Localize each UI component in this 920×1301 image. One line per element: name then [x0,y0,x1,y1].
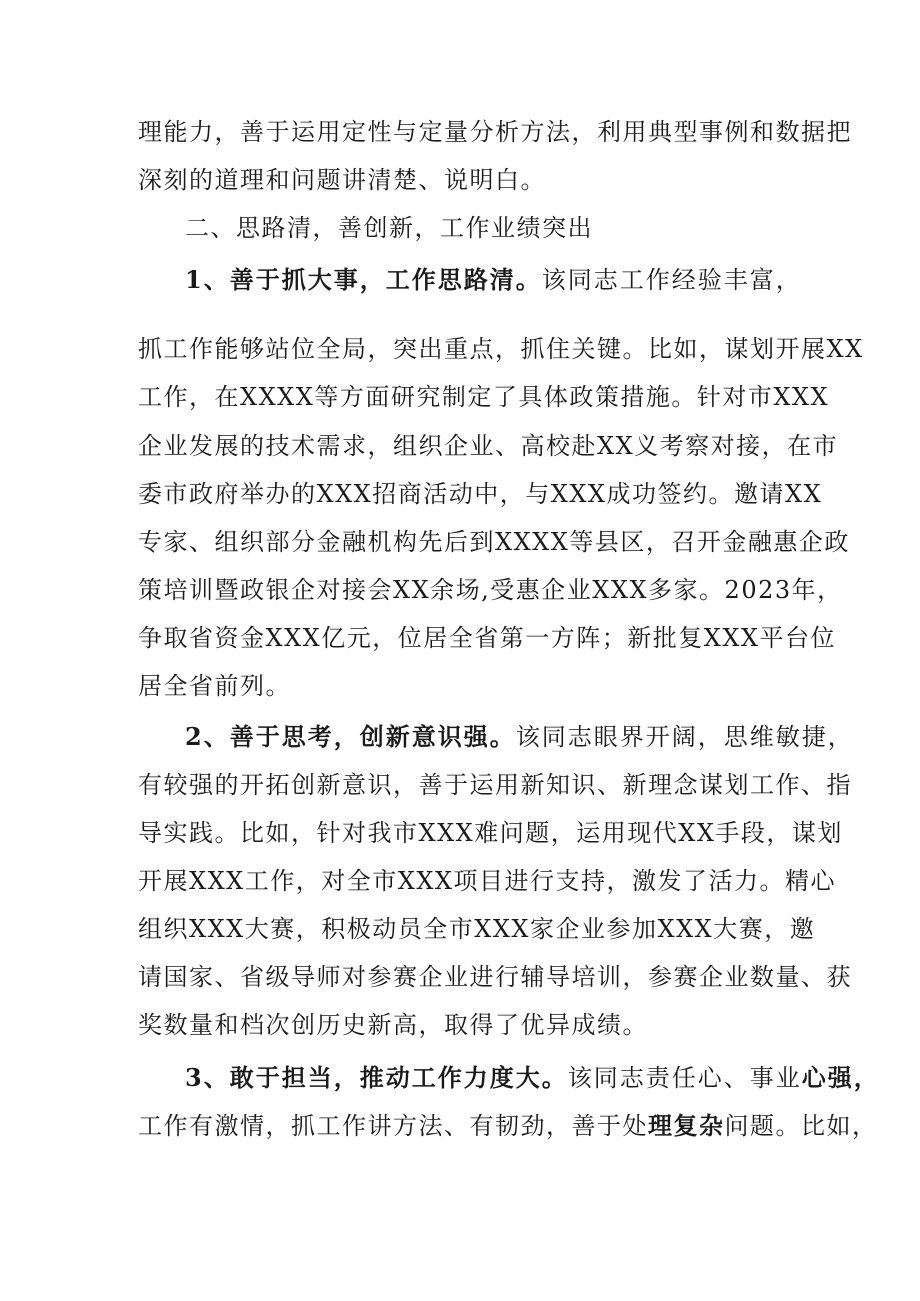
line-text: 工作有激情，抓工作讲方法、有韧劲，善于处 [138,1112,648,1140]
body-line [138,163,798,197]
body-line [138,1109,878,1143]
body-line [138,912,816,946]
inline-bold-text: 理复杂 [648,1111,725,1140]
section-heading-text: 二、思路清，善创新，工作业绩突出 [185,214,593,242]
line-text: 奖数量和档次创历史新高，取得了优异成绩。 [138,1011,648,1039]
body-line [138,816,843,850]
line-text: 居全省前列。 [138,672,291,700]
body-line [138,573,843,607]
line-text: 该同志工作经验丰富， [541,266,802,294]
body-line [138,669,798,703]
body-line [138,1008,798,1042]
line-text: 委市政府举办的XXX招商活动中，与XXX成功签约。邀请XX [138,480,823,508]
body-line [138,864,837,898]
body-line [138,115,852,149]
subheading-bold: 2、善于思考，创新意识强。 [185,722,516,751]
line-text: 导实践。比如，针对我市XXX难问题，运用现代XX手段，谋划 [138,819,843,847]
line-text: 专家、组织部分金融机构先后到XXXX等县区，召开金融惠企政 [138,528,850,556]
subheading-line [185,263,845,297]
line-text: 抓工作能够站位全局，突出重点，抓住关键。比如，谋划开展XX [138,335,864,363]
subheading-line [185,1061,880,1095]
line-text: 该同志责任心、事业 [567,1064,802,1092]
subheading-line [185,720,854,754]
body-line [138,332,864,366]
line-text: 理能力，善于运用定性与定量分析方法，利用典型事例和数据把 [138,118,852,146]
line-text: 有较强的开拓创新意识，善于运用新知识、新理念谋划工作、指 [138,771,852,799]
line-text: 企业发展的技术需求，组织企业、高校赴XX义考察对接，在市 [138,432,839,460]
body-line [138,380,830,414]
subheading-bold: 1、善于抓大事，工作思路清。 [185,265,542,294]
line-text: 争取省资金XXX亿元，位居全省第一方阵；新批复XXX平台位 [138,624,837,652]
body-line [138,525,850,559]
body-line [138,768,852,802]
line-text: 工作，在XXXX等方面研究制定了具体政策措施。针对市XXX [138,383,830,411]
body-line [138,960,852,994]
body-line [138,477,823,511]
subheading-bold: 3、敢于担当，推动工作力度大。 [185,1063,568,1092]
line-text: 深刻的道理和问题讲清楚、说明白。 [138,166,546,194]
line-text: 组织XXX大赛，积极动员全市XXX家企业参加XXX大赛，邀 [138,915,816,943]
line-text: 该同志眼界开阔，思维敏捷， [515,723,854,751]
line-text: 问题。比如， [724,1112,878,1140]
section-heading [185,211,845,245]
inline-bold-text: 心强， [801,1063,880,1092]
line-text: 开展XXX工作，对全市XXX项目进行支持，激发了活力。精心 [138,867,837,895]
line-text: 请国家、省级导师对参赛企业进行辅导培训，参赛企业数量、获 [138,963,852,991]
body-line [138,429,839,463]
body-line [138,621,837,655]
line-text: 策培训暨政银企对接会XX余场,受惠企业XXX多家。2023年， [138,576,843,604]
